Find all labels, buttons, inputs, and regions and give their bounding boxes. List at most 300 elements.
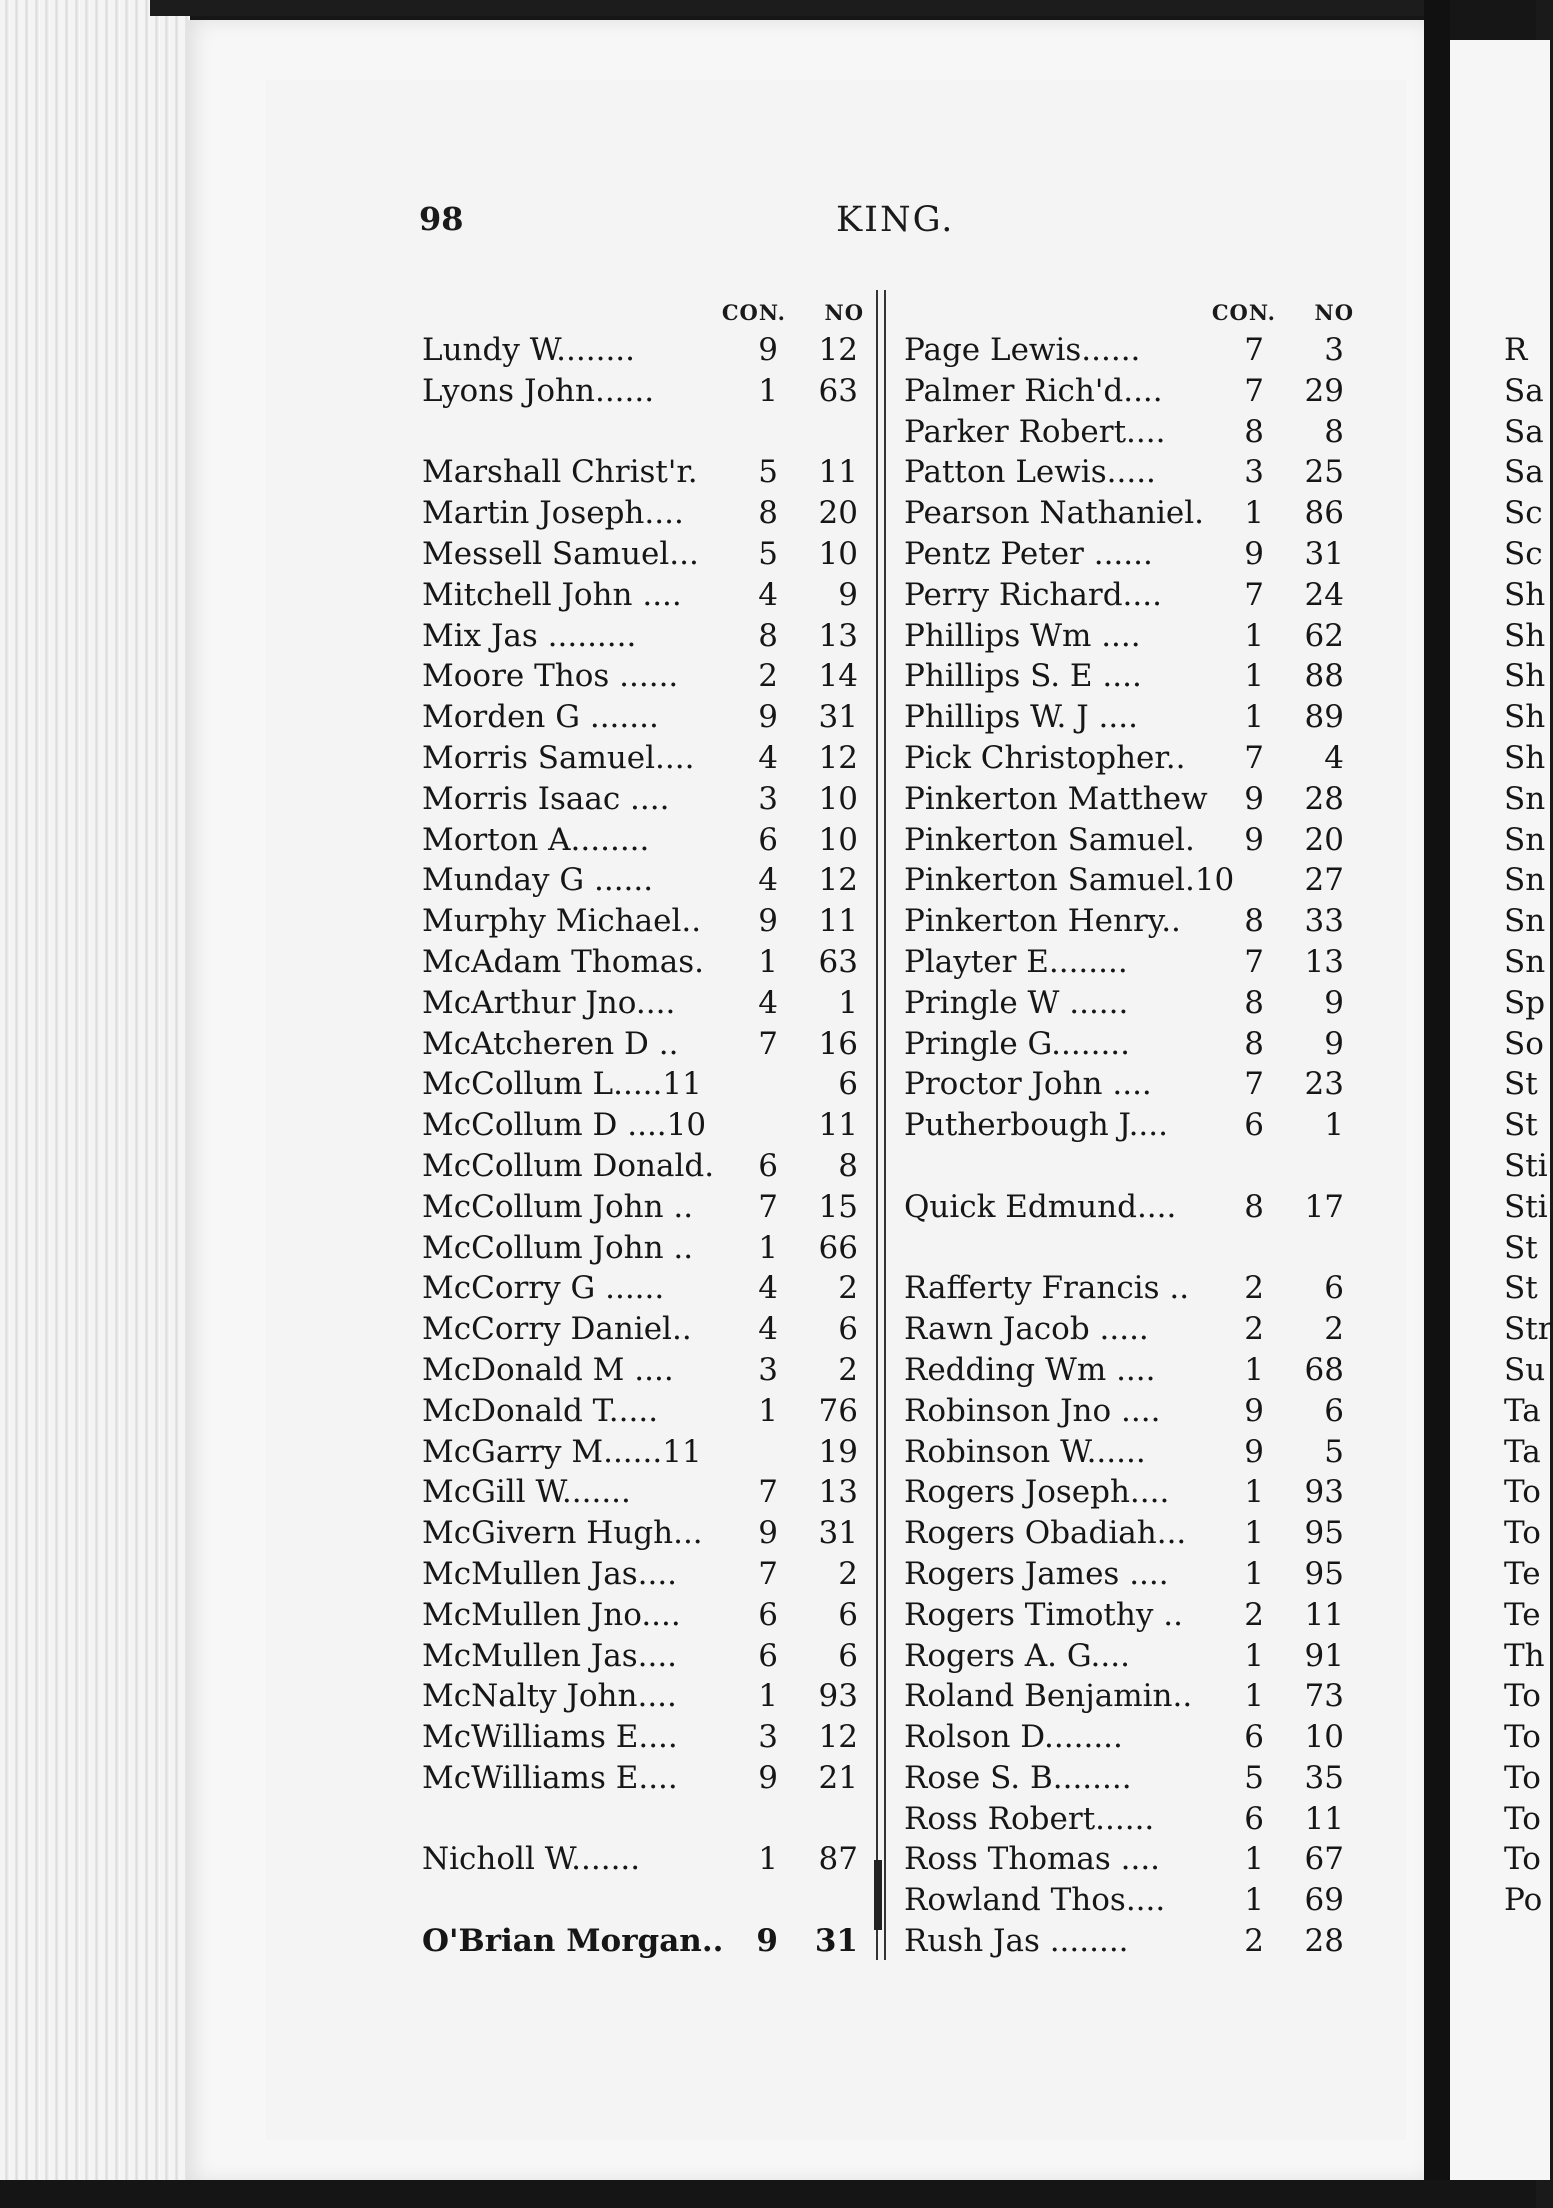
blank-row bbox=[420, 1880, 858, 1921]
entry-concession: 4 bbox=[758, 984, 778, 1021]
next-page-row bbox=[1504, 820, 1544, 861]
next-page-row bbox=[1504, 1717, 1544, 1758]
entry-concession: 1 bbox=[1244, 1841, 1264, 1878]
entry-concession: 4 bbox=[758, 739, 778, 776]
entry-row bbox=[902, 452, 1348, 493]
next-page-fragment: To bbox=[1504, 1678, 1541, 1715]
entry-name: Palmer Rich'd.... bbox=[904, 372, 1163, 409]
entry-name: Morris Samuel.... bbox=[422, 739, 695, 776]
entry-concession: 1 bbox=[1244, 658, 1264, 695]
entry-name: Rogers A. G.... bbox=[904, 1637, 1130, 1674]
entry-concession: 8 bbox=[1244, 984, 1264, 1021]
entry-name: Rafferty Francis .. bbox=[904, 1270, 1190, 1307]
entry-name: Pick Christopher.. bbox=[904, 739, 1186, 776]
next-page-row bbox=[1504, 1187, 1548, 1228]
entry-name: McDonald T..... bbox=[422, 1392, 659, 1429]
entry-row bbox=[420, 371, 858, 412]
blank-row bbox=[420, 412, 858, 453]
entry-row bbox=[420, 1921, 858, 1962]
entry-lot-number: 11 bbox=[818, 1107, 858, 1144]
entry-name: Mitchell John .... bbox=[422, 576, 682, 613]
entry-row bbox=[902, 1636, 1348, 1677]
entry-lot-number: 24 bbox=[1304, 576, 1344, 613]
entry-name: McNalty John.... bbox=[422, 1678, 677, 1715]
entry-name: Putherbough J.... bbox=[904, 1107, 1168, 1144]
entry-concession: 9 bbox=[758, 332, 778, 368]
book-top-shadow bbox=[150, 0, 1430, 16]
next-page-row bbox=[1504, 697, 1544, 738]
next-page-row bbox=[1504, 1513, 1544, 1554]
next-page-row bbox=[1504, 534, 1544, 575]
no-column-label: NO bbox=[1314, 300, 1354, 325]
entry-concession: 1 bbox=[758, 1229, 778, 1266]
entry-name: O'Brian Morgan.. bbox=[422, 1923, 724, 1960]
entry-name: Phillips W. J .... bbox=[904, 699, 1138, 736]
entry-concession: 6 bbox=[758, 1637, 778, 1674]
next-page-row bbox=[1504, 1228, 1544, 1269]
entry-row bbox=[420, 1024, 858, 1065]
entry-name: McAtcheren D .. bbox=[422, 1025, 679, 1062]
entry-lot-number: 31 bbox=[814, 1923, 858, 1960]
entry-lot-number: 25 bbox=[1304, 454, 1344, 491]
next-page-row bbox=[1504, 1880, 1544, 1921]
column-divider bbox=[876, 290, 886, 1960]
entry-lot-number: 88 bbox=[1304, 658, 1344, 695]
entry-name: Proctor John .... bbox=[904, 1066, 1152, 1103]
entry-name: McGarry M......11 bbox=[422, 1433, 702, 1470]
entry-lot-number: 6 bbox=[838, 1066, 858, 1103]
entry-lot-number: 31 bbox=[818, 699, 858, 736]
entry-row bbox=[902, 1309, 1348, 1350]
entry-row bbox=[420, 1676, 858, 1717]
entry-name: Rush Jas ........ bbox=[904, 1923, 1129, 1960]
entry-lot-number: 10 bbox=[818, 821, 858, 858]
next-page-row bbox=[1504, 412, 1544, 453]
entry-row bbox=[902, 1758, 1348, 1799]
entry-concession: 1 bbox=[758, 1392, 778, 1429]
next-page-fragment: Sh bbox=[1504, 739, 1546, 776]
entry-lot-number: 12 bbox=[818, 332, 858, 368]
entry-concession: 8 bbox=[758, 617, 778, 654]
entry-name: Patton Lewis..... bbox=[904, 454, 1156, 491]
entry-row bbox=[902, 738, 1348, 779]
entry-concession: 1 bbox=[1244, 1474, 1264, 1511]
entry-name: Lyons John...... bbox=[422, 372, 655, 409]
entry-name: Rogers James .... bbox=[904, 1555, 1169, 1592]
entry-row bbox=[420, 983, 858, 1024]
next-page-fragment: Sti bbox=[1504, 1147, 1548, 1184]
next-page-row bbox=[1504, 330, 1544, 371]
next-page-fragment: So bbox=[1504, 1025, 1544, 1062]
entry-lot-number: 11 bbox=[818, 903, 858, 940]
entry-concession: 9 bbox=[758, 903, 778, 940]
entry-row bbox=[902, 1676, 1348, 1717]
entry-name: McGill W....... bbox=[422, 1474, 631, 1511]
entry-row bbox=[902, 901, 1348, 942]
blank-row bbox=[420, 1799, 858, 1840]
entry-row bbox=[420, 820, 858, 861]
entry-name: Morton A........ bbox=[422, 821, 650, 858]
entry-concession: 2 bbox=[1244, 1270, 1264, 1307]
entry-name: Pentz Peter ...... bbox=[904, 535, 1153, 572]
next-page-fragment: Sh bbox=[1504, 576, 1546, 613]
entry-name: Page Lewis...... bbox=[904, 332, 1141, 368]
entry-lot-number: 8 bbox=[838, 1147, 858, 1184]
entry-concession: 7 bbox=[1244, 943, 1264, 980]
entry-name: Robinson W...... bbox=[904, 1433, 1146, 1470]
entry-lot-number: 89 bbox=[1304, 699, 1344, 736]
entry-row bbox=[420, 1717, 858, 1758]
entry-lot-number: 93 bbox=[1304, 1474, 1344, 1511]
entry-lot-number: 66 bbox=[818, 1229, 858, 1266]
entry-name: Roland Benjamin.. bbox=[904, 1678, 1193, 1715]
entry-row bbox=[902, 1105, 1348, 1146]
entry-concession: 8 bbox=[1244, 903, 1264, 940]
entry-lot-number: 8 bbox=[1324, 413, 1344, 450]
entry-lot-number: 20 bbox=[818, 495, 858, 532]
entry-name: McGivern Hugh... bbox=[422, 1515, 703, 1552]
next-page-row bbox=[1504, 983, 1544, 1024]
next-page-fragment: Ta bbox=[1504, 1433, 1541, 1470]
entry-lot-number: 9 bbox=[838, 576, 858, 613]
next-page-fragment: Sn bbox=[1504, 903, 1546, 940]
book-page-edges bbox=[0, 0, 190, 2208]
con-column-label: CON. bbox=[1211, 300, 1276, 325]
entry-lot-number: 68 bbox=[1304, 1351, 1344, 1388]
entry-name: Rogers Obadiah... bbox=[904, 1515, 1187, 1552]
next-page-row bbox=[1504, 575, 1544, 616]
next-page-fragment: Te bbox=[1504, 1596, 1541, 1633]
entry-row bbox=[902, 860, 1348, 901]
entry-row bbox=[420, 1472, 858, 1513]
right-column bbox=[902, 300, 1354, 1962]
entry-name: McMullen Jas.... bbox=[422, 1637, 678, 1674]
left-entry-list bbox=[420, 330, 858, 1962]
next-page-fragment: Sa bbox=[1504, 413, 1544, 450]
entry-concession: 5 bbox=[1244, 1759, 1264, 1796]
next-page-fragment: Sn bbox=[1504, 862, 1546, 899]
entry-row bbox=[420, 738, 858, 779]
next-page-fragment: St bbox=[1504, 1229, 1538, 1266]
entry-row bbox=[902, 983, 1348, 1024]
next-page-fragment: R bbox=[1504, 332, 1528, 368]
entry-name: Ross Thomas .... bbox=[904, 1841, 1161, 1878]
next-page-row bbox=[1504, 493, 1544, 534]
entry-lot-number: 28 bbox=[1304, 1923, 1344, 1960]
entry-lot-number: 9 bbox=[1324, 1025, 1344, 1062]
left-column bbox=[420, 300, 864, 1962]
entry-name: Rolson D........ bbox=[904, 1719, 1123, 1756]
entry-name: Rose S. B........ bbox=[904, 1759, 1132, 1796]
next-page-fragment: To bbox=[1504, 1515, 1541, 1552]
right-entry-list bbox=[902, 330, 1348, 1962]
entry-concession: 1 bbox=[1244, 495, 1264, 532]
entry-lot-number: 3 bbox=[1324, 332, 1344, 368]
con-column-label: CON. bbox=[721, 300, 786, 325]
entry-lot-number: 33 bbox=[1304, 903, 1344, 940]
entry-concession: 8 bbox=[758, 495, 778, 532]
entry-concession: 1 bbox=[758, 1678, 778, 1715]
entry-lot-number: 4 bbox=[1324, 739, 1344, 776]
entry-lot-number: 12 bbox=[818, 1719, 858, 1756]
next-page-fragment: Po bbox=[1504, 1882, 1543, 1919]
entry-row bbox=[420, 1636, 858, 1677]
next-page-fragment: Sc bbox=[1504, 535, 1543, 572]
entry-row bbox=[420, 1391, 858, 1432]
entry-name: McCollum L.....11 bbox=[422, 1066, 702, 1103]
entry-row bbox=[420, 901, 858, 942]
entry-name: Martin Joseph.... bbox=[422, 495, 684, 532]
entry-name: McCollum D ....10 bbox=[422, 1107, 707, 1144]
entry-lot-number: 93 bbox=[818, 1678, 858, 1715]
entry-name: Rogers Timothy .. bbox=[904, 1596, 1183, 1633]
entry-concession: 9 bbox=[758, 699, 778, 736]
entry-lot-number: 11 bbox=[1304, 1800, 1344, 1837]
next-page-fragment: Sn bbox=[1504, 943, 1546, 980]
entry-lot-number: 62 bbox=[1304, 617, 1344, 654]
entry-row bbox=[420, 1758, 858, 1799]
entry-name: McAdam Thomas. bbox=[422, 943, 705, 980]
entry-concession: 2 bbox=[1244, 1311, 1264, 1348]
entry-name: Murphy Michael.. bbox=[422, 903, 702, 940]
entry-row bbox=[420, 1309, 858, 1350]
entry-concession: 7 bbox=[1244, 1066, 1264, 1103]
next-page-fragment: To bbox=[1504, 1841, 1541, 1878]
next-page-row bbox=[1504, 1636, 1544, 1677]
entry-name: Pringle G........ bbox=[904, 1025, 1131, 1062]
entry-row bbox=[902, 1187, 1348, 1228]
next-page-fragment: Sp bbox=[1504, 984, 1546, 1021]
entry-name: Nicholl W....... bbox=[422, 1841, 641, 1878]
entry-row bbox=[420, 616, 858, 657]
entry-concession: 1 bbox=[1244, 1515, 1264, 1552]
entry-name: Phillips Wm .... bbox=[904, 617, 1141, 654]
entry-row bbox=[902, 412, 1348, 453]
next-page-row bbox=[1504, 1676, 1544, 1717]
entry-concession: 9 bbox=[756, 1923, 778, 1960]
entry-row bbox=[902, 1268, 1348, 1309]
entry-name: Munday G ...... bbox=[422, 862, 654, 899]
entry-name: Morris Isaac .... bbox=[422, 780, 670, 817]
entry-name: Quick Edmund.... bbox=[904, 1188, 1177, 1225]
next-page-row bbox=[1504, 1432, 1544, 1473]
entry-concession: 9 bbox=[758, 1515, 778, 1552]
entry-row bbox=[420, 330, 858, 371]
next-page-fragment: St bbox=[1504, 1066, 1538, 1103]
page-number: 98 bbox=[419, 200, 464, 238]
entry-row bbox=[420, 575, 858, 616]
entry-lot-number: 14 bbox=[818, 658, 858, 695]
entry-concession: 9 bbox=[1244, 821, 1264, 858]
next-page-fragment: Sc bbox=[1504, 495, 1543, 532]
entry-row bbox=[420, 1595, 858, 1636]
entry-concession: 8 bbox=[1244, 1025, 1264, 1062]
entry-row bbox=[420, 1513, 858, 1554]
entry-name: Playter E........ bbox=[904, 943, 1128, 980]
entry-concession: 1 bbox=[1244, 617, 1264, 654]
next-page-fragment: Sh bbox=[1504, 699, 1546, 736]
next-page-row bbox=[1504, 1105, 1544, 1146]
next-page-row bbox=[1504, 452, 1544, 493]
entry-row bbox=[902, 1472, 1348, 1513]
entry-row bbox=[902, 1064, 1348, 1105]
entry-name: McCorry Daniel.. bbox=[422, 1311, 692, 1348]
entry-row bbox=[902, 1513, 1348, 1554]
next-page-fragment: Te bbox=[1504, 1555, 1541, 1592]
next-page-row bbox=[1504, 1554, 1544, 1595]
next-page-fragments bbox=[1504, 330, 1553, 1921]
entry-lot-number: 9 bbox=[1324, 984, 1344, 1021]
entry-concession: 5 bbox=[758, 535, 778, 572]
entry-lot-number: 29 bbox=[1304, 372, 1344, 409]
next-page-fragment: Sti bbox=[1504, 1188, 1548, 1225]
next-page-fragment: St bbox=[1504, 1270, 1538, 1307]
entry-name: Rowland Thos.... bbox=[904, 1882, 1166, 1919]
entry-lot-number: 2 bbox=[838, 1351, 858, 1388]
entry-name: Rawn Jacob ..... bbox=[904, 1311, 1149, 1348]
entry-concession: 8 bbox=[1244, 413, 1264, 450]
entry-lot-number: 10 bbox=[818, 780, 858, 817]
entry-lot-number: 6 bbox=[1324, 1392, 1344, 1429]
entry-concession: 4 bbox=[758, 576, 778, 613]
scan-bottom-border bbox=[0, 2180, 1536, 2208]
entry-lot-number: 86 bbox=[1304, 495, 1344, 532]
entry-row bbox=[902, 697, 1348, 738]
entry-row bbox=[420, 534, 858, 575]
entry-row bbox=[420, 860, 858, 901]
blank-row bbox=[902, 1146, 1348, 1187]
entry-lot-number: 67 bbox=[1304, 1841, 1344, 1878]
entry-row bbox=[902, 1024, 1348, 1065]
entry-row bbox=[902, 1595, 1348, 1636]
next-page-fragment: Str bbox=[1504, 1311, 1553, 1348]
entry-name: Mix Jas ......... bbox=[422, 617, 637, 654]
next-page-row bbox=[1504, 1268, 1544, 1309]
entry-row bbox=[420, 1350, 858, 1391]
entry-row bbox=[902, 575, 1348, 616]
entry-concession: 4 bbox=[758, 1270, 778, 1307]
entry-name: McDonald M .... bbox=[422, 1351, 674, 1388]
entry-name: McMullen Jas.... bbox=[422, 1555, 678, 1592]
next-page-row bbox=[1504, 656, 1544, 697]
next-page-fragment: To bbox=[1504, 1474, 1541, 1511]
entry-row bbox=[420, 1554, 858, 1595]
entry-concession: 5 bbox=[758, 454, 778, 491]
next-page-row bbox=[1504, 1758, 1544, 1799]
entry-row bbox=[902, 1880, 1348, 1921]
entry-lot-number: 13 bbox=[818, 1474, 858, 1511]
entry-lot-number: 1 bbox=[838, 984, 858, 1021]
next-page-fragment: To bbox=[1504, 1800, 1541, 1837]
next-page-row bbox=[1504, 616, 1544, 657]
entry-concession: 7 bbox=[1244, 332, 1264, 368]
entry-lot-number: 2 bbox=[838, 1555, 858, 1592]
entry-name: Pinkerton Henry.. bbox=[904, 903, 1181, 940]
entry-lot-number: 87 bbox=[818, 1841, 858, 1878]
entry-lot-number: 2 bbox=[1324, 1311, 1344, 1348]
next-page-fragment: Th bbox=[1504, 1637, 1545, 1674]
entry-lot-number: 12 bbox=[818, 862, 858, 899]
entry-lot-number: 20 bbox=[1304, 821, 1344, 858]
entry-concession: 7 bbox=[758, 1025, 778, 1062]
entry-name: Redding Wm .... bbox=[904, 1351, 1156, 1388]
next-page-fragment: To bbox=[1504, 1719, 1541, 1756]
column-divider-mark bbox=[874, 1860, 882, 1930]
left-column-header bbox=[420, 300, 864, 330]
entry-concession: 2 bbox=[758, 658, 778, 695]
entry-lot-number: 69 bbox=[1304, 1882, 1344, 1919]
entry-concession: 3 bbox=[758, 1719, 778, 1756]
entry-lot-number: 31 bbox=[818, 1515, 858, 1552]
blank-row bbox=[902, 1228, 1348, 1269]
entry-concession: 1 bbox=[758, 372, 778, 409]
next-page-row bbox=[1504, 1799, 1544, 1840]
entry-lot-number: 2 bbox=[838, 1270, 858, 1307]
next-page-row bbox=[1504, 1064, 1544, 1105]
next-page-row bbox=[1504, 1839, 1544, 1880]
entry-name: Morden G ....... bbox=[422, 699, 659, 736]
entry-lot-number: 13 bbox=[818, 617, 858, 654]
entry-row bbox=[420, 942, 858, 983]
entry-lot-number: 63 bbox=[818, 372, 858, 409]
next-page-row bbox=[1504, 860, 1544, 901]
next-page-row bbox=[1504, 1350, 1544, 1391]
entry-name: Messell Samuel... bbox=[422, 535, 699, 572]
entry-row bbox=[902, 656, 1348, 697]
entry-row bbox=[420, 452, 858, 493]
entry-row bbox=[902, 779, 1348, 820]
entry-concession: 1 bbox=[1244, 1678, 1264, 1715]
entry-concession: 1 bbox=[1244, 1637, 1264, 1674]
entry-row bbox=[420, 493, 858, 534]
entry-name: Ross Robert...... bbox=[904, 1800, 1155, 1837]
entry-row bbox=[902, 1432, 1348, 1473]
entry-name: Perry Richard.... bbox=[904, 576, 1162, 613]
next-page-row bbox=[1504, 1146, 1548, 1187]
entry-name: Phillips S. E .... bbox=[904, 658, 1142, 695]
entry-concession: 6 bbox=[758, 821, 778, 858]
entry-lot-number: 6 bbox=[838, 1596, 858, 1633]
no-column-label: NO bbox=[824, 300, 864, 325]
entry-row bbox=[902, 942, 1348, 983]
running-title: KING. bbox=[836, 200, 955, 240]
entry-concession: 7 bbox=[758, 1555, 778, 1592]
entry-row bbox=[902, 493, 1348, 534]
entry-row bbox=[420, 697, 858, 738]
entry-concession: 4 bbox=[758, 1311, 778, 1348]
entry-lot-number: 27 bbox=[1304, 862, 1344, 899]
next-page-fragment: St bbox=[1504, 1107, 1538, 1144]
next-page-row bbox=[1504, 1391, 1544, 1432]
entry-row bbox=[902, 371, 1348, 412]
page-header bbox=[0, 200, 1536, 260]
next-page-fragment: Sa bbox=[1504, 454, 1544, 491]
entry-name: Parker Robert.... bbox=[904, 413, 1166, 450]
entry-name: McWilliams E.... bbox=[422, 1719, 678, 1756]
entry-concession: 7 bbox=[1244, 739, 1264, 776]
entry-row bbox=[902, 1921, 1348, 1962]
entry-lot-number: 12 bbox=[818, 739, 858, 776]
entry-row bbox=[420, 1064, 858, 1105]
entry-concession: 3 bbox=[758, 1351, 778, 1388]
entry-lot-number: 6 bbox=[838, 1637, 858, 1674]
entry-lot-number: 17 bbox=[1304, 1188, 1344, 1225]
next-page-fragment: Sa bbox=[1504, 372, 1544, 409]
entry-concession: 7 bbox=[1244, 372, 1264, 409]
right-column-header bbox=[902, 300, 1354, 330]
entry-lot-number: 16 bbox=[818, 1025, 858, 1062]
entry-row bbox=[902, 1350, 1348, 1391]
